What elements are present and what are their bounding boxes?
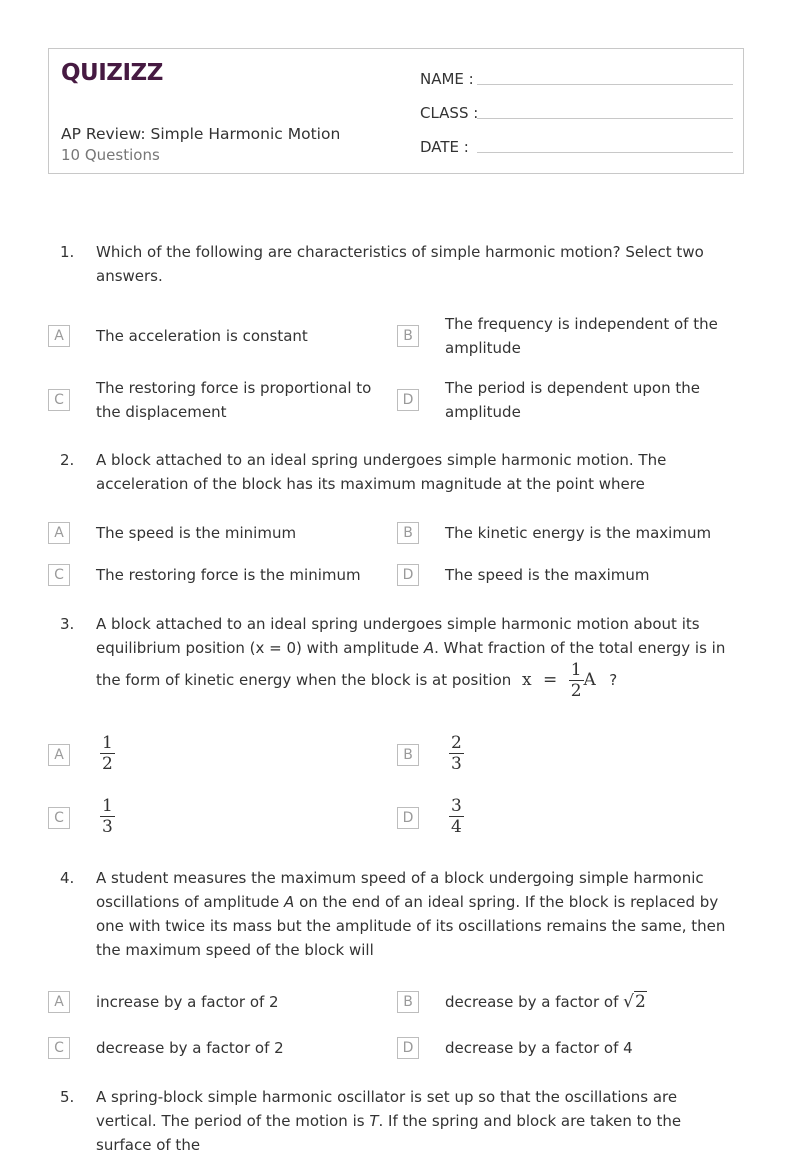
q4-text-part2: on the end of an ideal spring. If the block is replaced by one with twice its mass but the amplitude of its oscillations remains the same, then the maximum speed of the block will: [96, 893, 726, 959]
q3-option-c-fraction: [100, 796, 115, 837]
q2-option-c-box[interactable]: C: [48, 564, 70, 586]
q3-option-c-box[interactable]: C: [48, 807, 70, 829]
worksheet-header: [48, 48, 744, 174]
q3-math-eq: =: [543, 670, 558, 690]
q3-b-num: 2: [451, 733, 462, 753]
question-3-text: [96, 612, 736, 701]
q3-text-part2: . What fraction of the total energy is in the form of kinetic energy when the block is at position: [96, 639, 726, 689]
q5-text-part1: A spring-block simple harmonic oscillator is set up so that the oscillations are vertical. The period of the motion is: [96, 1088, 678, 1130]
q4-option-c-box[interactable]: C: [48, 1037, 70, 1059]
q4-option-d-text: decrease by a factor of 4: [445, 1039, 633, 1057]
q3-math-num: 1: [570, 660, 582, 680]
name-line[interactable]: [477, 84, 733, 85]
class-label: CLASS :: [420, 104, 479, 122]
q4-option-a-box[interactable]: A: [48, 991, 70, 1013]
date-line[interactable]: [477, 152, 733, 153]
q5-text-part2: . If the spring and block are taken to the surface of the: [96, 1112, 682, 1154]
q3-math-after: A: [583, 670, 596, 690]
q3-d-den: 4: [451, 817, 462, 837]
question-2-number: 2.: [60, 451, 75, 469]
q3-math-den: 2: [570, 681, 582, 701]
q3-option-b-fraction: [449, 733, 464, 774]
question-3-number: 3.: [60, 615, 75, 633]
q2-option-b-text: The kinetic energy is the maximum: [445, 524, 712, 542]
q4-b-sqrt-symbol: √: [623, 992, 634, 1012]
q1-option-b-box[interactable]: B: [397, 325, 419, 347]
question-1-number: 1.: [60, 243, 75, 261]
q4-option-b-box[interactable]: B: [397, 991, 419, 1013]
question-1-text: Which of the following are characteristics of simple harmonic motion? Select two answers.: [96, 243, 704, 285]
q2-option-a-box[interactable]: A: [48, 522, 70, 544]
q2-option-c-text: The restoring force is the minimum: [96, 566, 361, 584]
worksheet-title: AP Review: Simple Harmonic Motion: [61, 125, 341, 143]
q2-option-a-text: The speed is the minimum: [96, 524, 297, 542]
q1-option-a-box[interactable]: A: [48, 325, 70, 347]
q5-period-symbol: T: [369, 1112, 379, 1130]
q3-question-mark: ?: [609, 671, 618, 689]
q4-b-sqrt: [623, 991, 647, 1012]
q1-option-c-text: The restoring force is proportional to the displacement: [96, 379, 372, 421]
q1-option-b-text: The frequency is independent of the amplitude: [445, 315, 718, 357]
question-5-text: [96, 1085, 736, 1157]
q4-text-part1: A student measures the maximum speed of a block undergoing simple harmonic oscillations of amplitude: [96, 869, 704, 911]
q3-math-fraction: [569, 660, 584, 701]
q3-c-den: 3: [102, 817, 113, 837]
q2-option-d-box[interactable]: D: [397, 564, 419, 586]
q4-b-sqrt-arg: 2: [634, 992, 646, 1012]
question-count: 10 Questions: [61, 146, 160, 164]
question-4-number: 4.: [60, 869, 75, 887]
class-line[interactable]: [477, 118, 733, 119]
q3-d-num: 3: [451, 796, 462, 816]
q3-option-a-box[interactable]: A: [48, 744, 70, 766]
q3-option-d-box[interactable]: D: [397, 807, 419, 829]
q4-option-c-text: decrease by a factor of 2: [96, 1039, 284, 1057]
q3-amplitude-symbol: A: [423, 639, 435, 657]
q3-a-num: 1: [102, 733, 113, 753]
quizizz-logo: QUIZIZZ: [61, 60, 163, 86]
q1-option-c-box[interactable]: C: [48, 389, 70, 411]
q2-option-b-box[interactable]: B: [397, 522, 419, 544]
name-label: NAME :: [420, 70, 474, 88]
q3-math-var: x: [522, 670, 532, 690]
q3-a-den: 2: [102, 754, 113, 774]
q4-option-a-text: increase by a factor of 2: [96, 993, 279, 1011]
q3-text-part1: A block attached to an ideal spring undergoes simple harmonic motion about its equilibrium position (x = 0) with amplitude: [96, 615, 700, 657]
question-4-text: [96, 866, 736, 962]
q3-b-den: 3: [451, 754, 462, 774]
q3-option-a-fraction: [100, 733, 115, 774]
q3-option-b-box[interactable]: B: [397, 744, 419, 766]
date-label: DATE :: [420, 138, 469, 156]
q3-option-d-fraction: [449, 796, 464, 837]
q2-option-d-text: The speed is the maximum: [445, 566, 650, 584]
q4-amplitude-symbol: A: [284, 893, 295, 911]
q3-c-num: 1: [102, 796, 113, 816]
q4-b-text: decrease by a factor of: [445, 993, 624, 1011]
q3-position-equation: [522, 660, 601, 701]
q4-option-b-text: [445, 990, 735, 1014]
q1-option-d-box[interactable]: D: [397, 389, 419, 411]
question-5-number: 5.: [60, 1088, 75, 1106]
q1-option-a-text: The acceleration is constant: [96, 327, 308, 345]
q4-option-d-box[interactable]: D: [397, 1037, 419, 1059]
question-2-text: A block attached to an ideal spring undergoes simple harmonic motion. The acceleration of the block has its maximum magnitude at the point where: [96, 451, 667, 493]
q1-option-d-text: The period is dependent upon the amplitude: [445, 379, 700, 421]
